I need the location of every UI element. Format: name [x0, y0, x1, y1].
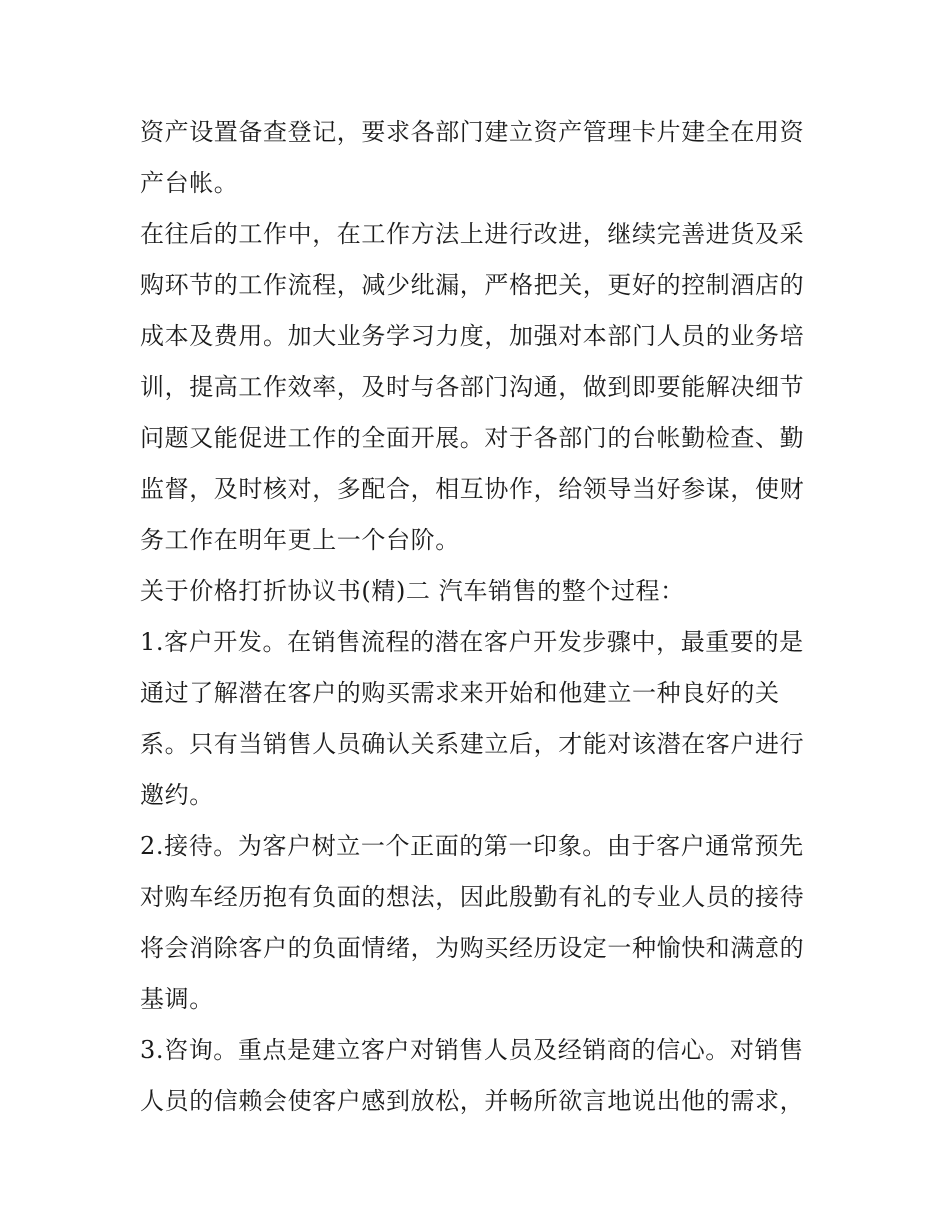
text-line: 监督，及时核对，多配合，相互协作，给领导当好参谋，使财 [140, 475, 805, 503]
text-line: 将会消除客户的负面情绪，为购买经历设定一种愉快和满意的 [140, 934, 805, 962]
text-line: 2.接待。为客户树立一个正面的第一印象。由于客户通常预先 [140, 832, 804, 860]
text-line: 在往后的工作中，在工作方法上进行改进，继续完善进货及采 [140, 220, 805, 248]
text-line: 问题又能促进工作的全面开展。对于各部门的台帐勤检查、勤 [140, 424, 805, 452]
text-line: 务工作在明年更上一个台阶。 [140, 526, 460, 554]
text-line: 购环节的工作流程，减少纰漏，严格把关，更好的控制酒店的 [140, 271, 805, 299]
text-line: 产台帐。 [140, 169, 239, 197]
text-line: 通过了解潜在客户的购买需求来开始和他建立一种良好的关 [140, 679, 780, 707]
text-line: 人员的信赖会使客户感到放松，并畅所欲言地说出他的需求， [140, 1087, 805, 1115]
document-body [140, 107, 820, 1127]
section-heading: 关于价格打折协议书(精)二 汽车销售的整个过程： [140, 577, 685, 605]
text-line: 成本及费用。加大业务学习力度，加强对本部门人员的业务培 [140, 322, 805, 350]
text-line: 3.咨询。重点是建立客户对销售人员及经销商的信心。对销售 [140, 1036, 804, 1064]
text-line: 资产设置备查登记，要求各部门建立资产管理卡片建全在用资 [140, 118, 805, 146]
text-line: 邀约。 [140, 781, 214, 809]
text-line: 系。只有当销售人员确认关系建立后，才能对该潜在客户进行 [140, 730, 805, 758]
text-line: 基调。 [140, 985, 214, 1013]
text-line: 对购车经历抱有负面的想法，因此殷勤有礼的专业人员的接待 [140, 883, 805, 911]
text-line: 训，提高工作效率，及时与各部门沟通，做到即要能解决细节 [140, 373, 805, 401]
text-line: 1.客户开发。在销售流程的潜在客户开发步骤中，最重要的是 [140, 628, 804, 656]
